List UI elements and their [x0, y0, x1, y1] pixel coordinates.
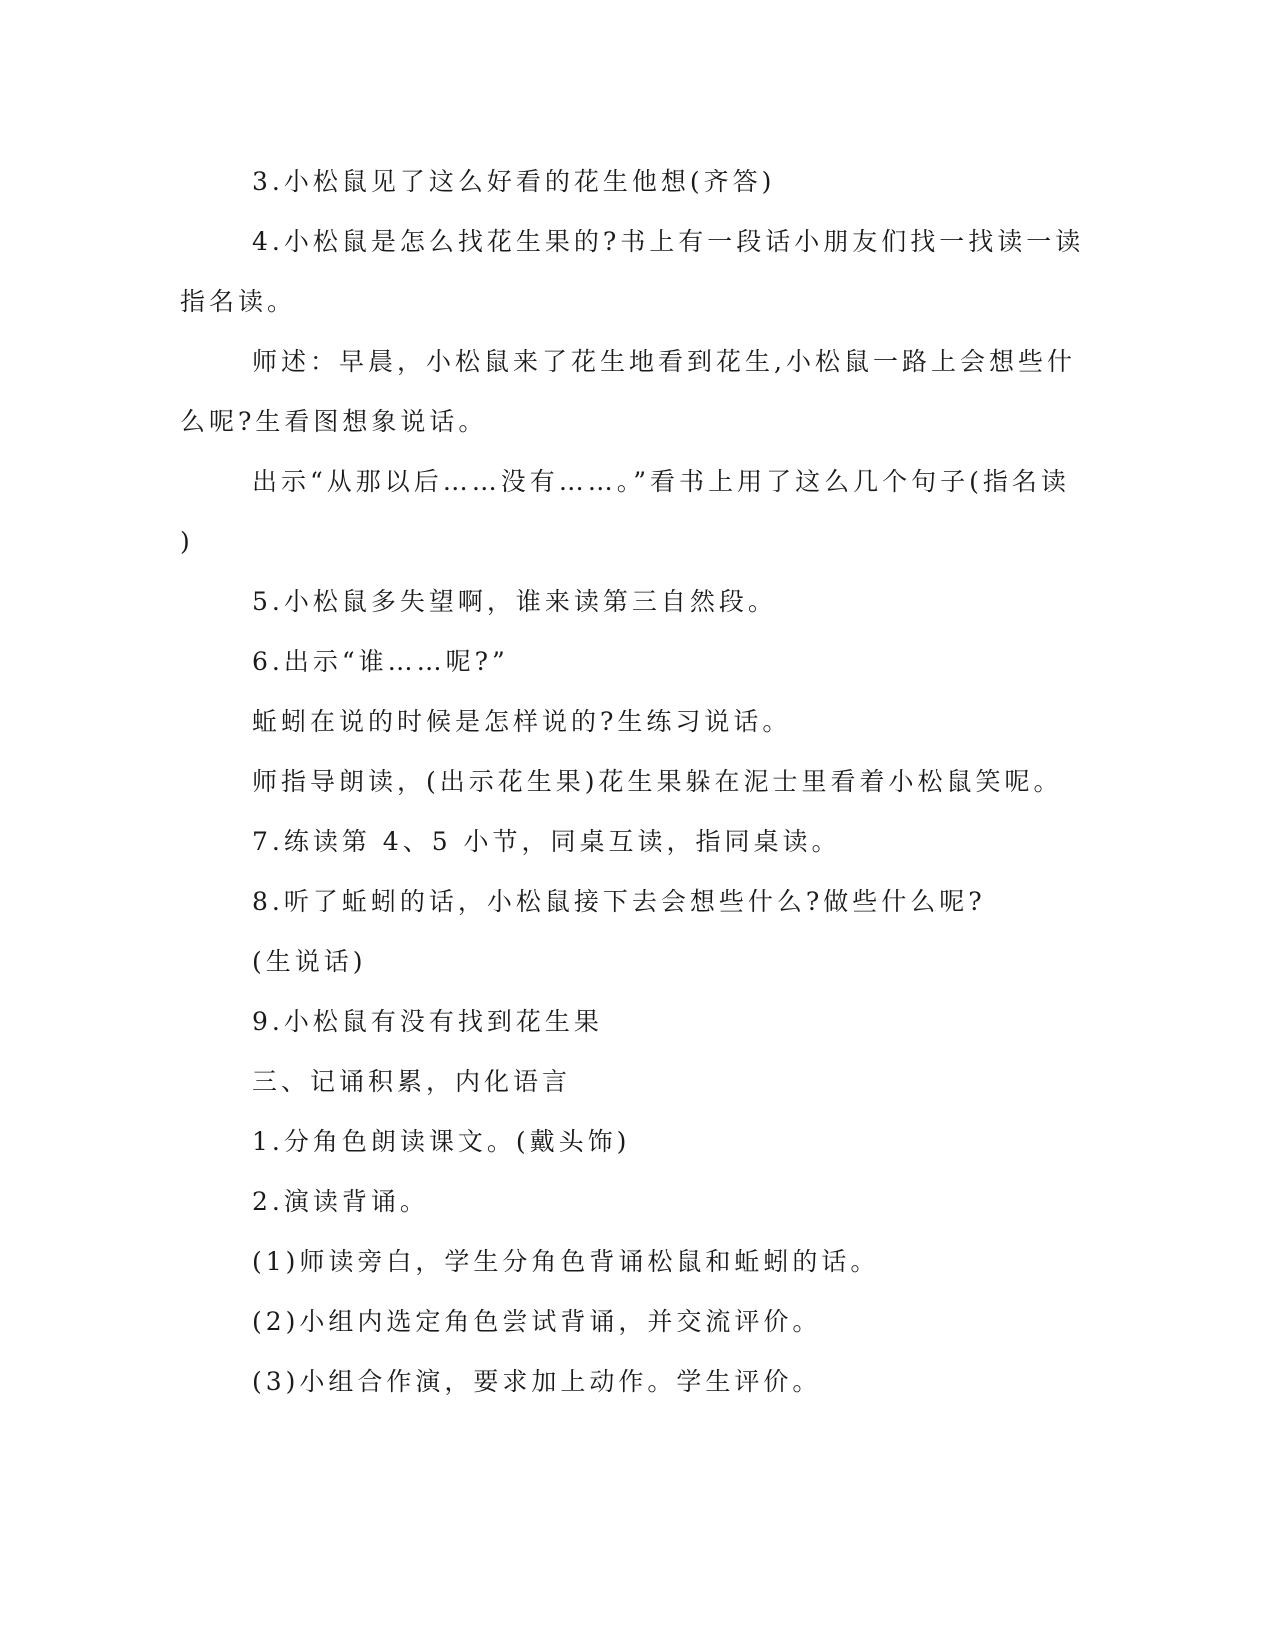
paragraph-line: 5.小松鼠多失望啊，谁来读第三自然段。 [252, 587, 777, 616]
paragraph-line: ) [180, 527, 194, 556]
paragraph-line: (3)小组合作演，要求加上动作。学生评价。 [252, 1367, 822, 1396]
paragraph-line: 师指导朗读，(出示花生果)花生果躲在泥士里看着小松鼠笑呢。 [252, 767, 1063, 796]
document-body [180, 152, 1085, 1412]
paragraph-line: 8.听了蚯蚓的话，小松鼠接下去会想些什么?做些什么呢? [252, 887, 986, 916]
paragraph-line: 6.出示“谁……呢?” [252, 647, 509, 676]
paragraph-line: 3.小松鼠见了这么好看的花生他想(齐答) [252, 167, 776, 196]
paragraph-line: 7.练读第 4、5 小节，同桌互读，指同桌读。 [252, 827, 841, 856]
paragraph-line: 4.小松鼠是怎么找花生果的?书上有一段话小朋友们找一找读一读 [252, 227, 1085, 256]
paragraph-line: 指名读。 [180, 287, 297, 316]
paragraph-line: (2)小组内选定角色尝试背诵，并交流评价。 [252, 1307, 822, 1336]
paragraph-line: 9.小松鼠有没有找到花生果 [252, 1007, 603, 1036]
paragraph-line: 出示“从那以后……没有……。”看书上用了这么几个句子(指名读 [252, 467, 1070, 496]
paragraph-line: 蚯蚓在说的时候是怎样说的?生练习说话。 [252, 707, 792, 736]
paragraph-line: (1)师读旁白，学生分角色背诵松鼠和蚯蚓的话。 [252, 1247, 880, 1276]
paragraph-line: 师述：早晨，小松鼠来了花生地看到花生,小松鼠一路上会想些什 [252, 347, 1076, 376]
paragraph-line: 么呢?生看图想象说话。 [180, 407, 488, 436]
paragraph-line: 2.演读背诵。 [252, 1187, 429, 1216]
paragraph-line: (生说话) [252, 947, 367, 976]
paragraph-line: 1.分角色朗读课文。(戴头饰) [252, 1127, 631, 1156]
section-heading: 三、记诵积累，内化语言 [252, 1067, 572, 1096]
